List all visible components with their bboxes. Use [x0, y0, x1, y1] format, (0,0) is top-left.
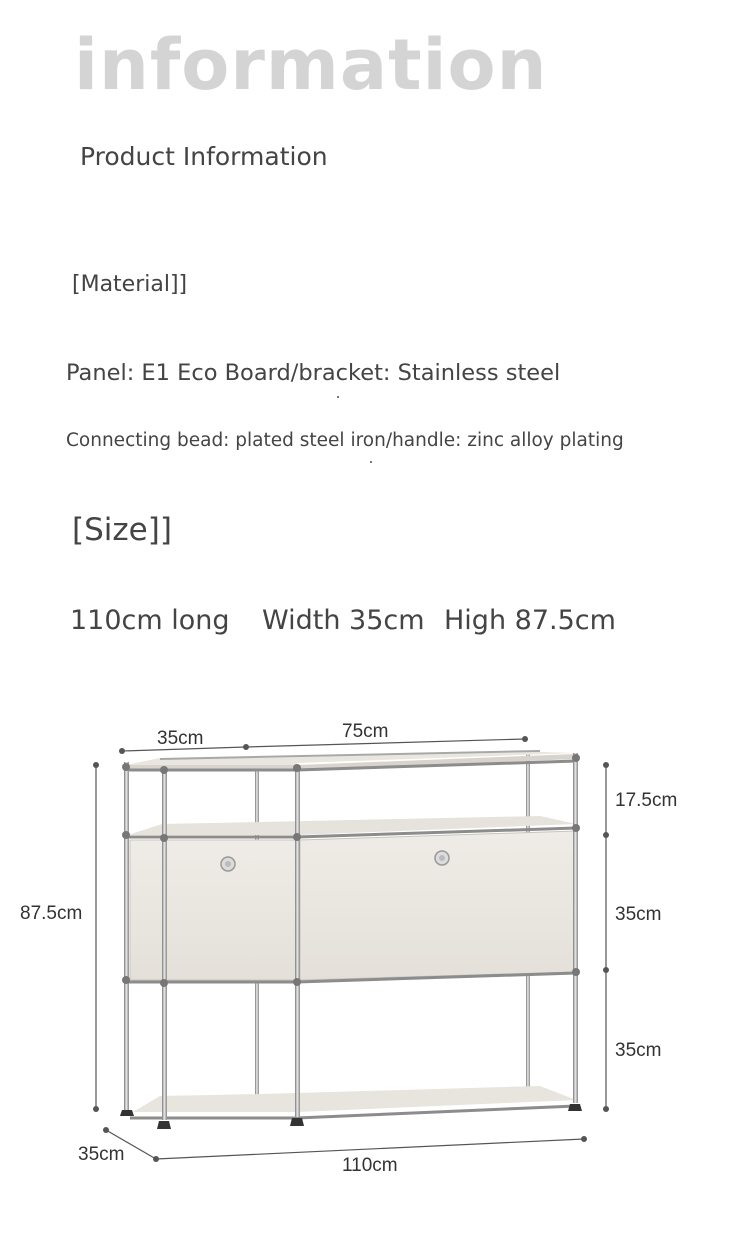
- shelf-dimension-diagram: [0, 690, 750, 1236]
- label-row1-height: 17.5cm: [615, 790, 678, 811]
- stray-dot: [370, 461, 372, 463]
- page-big-title: information: [74, 24, 548, 106]
- label-top-right-width: 75cm: [342, 721, 389, 742]
- page-subtitle: Product Information: [80, 142, 328, 171]
- label-total-length: 110cm: [342, 1155, 398, 1176]
- stray-dot: [337, 396, 339, 398]
- material-connector-text: Connecting bead: plated steel iron/handle: zinc alloy plating: [66, 430, 624, 451]
- size-heading: [Size]]: [72, 512, 172, 548]
- label-row3-height: 35cm: [615, 1040, 662, 1061]
- shelf-unit: [120, 751, 582, 1129]
- size-width: Width 35cm: [262, 605, 425, 636]
- size-length: 110cm long: [70, 605, 230, 636]
- material-heading: [Material]]: [72, 272, 188, 297]
- material-panel-text: Panel: E1 Eco Board/bracket: Stainless steel: [66, 360, 561, 386]
- size-height: High 87.5cm: [444, 605, 616, 636]
- label-total-height: 87.5cm: [20, 903, 83, 924]
- label-row2-height: 35cm: [615, 904, 662, 925]
- label-depth: 35cm: [78, 1144, 125, 1165]
- label-top-left-width: 35cm: [157, 728, 204, 749]
